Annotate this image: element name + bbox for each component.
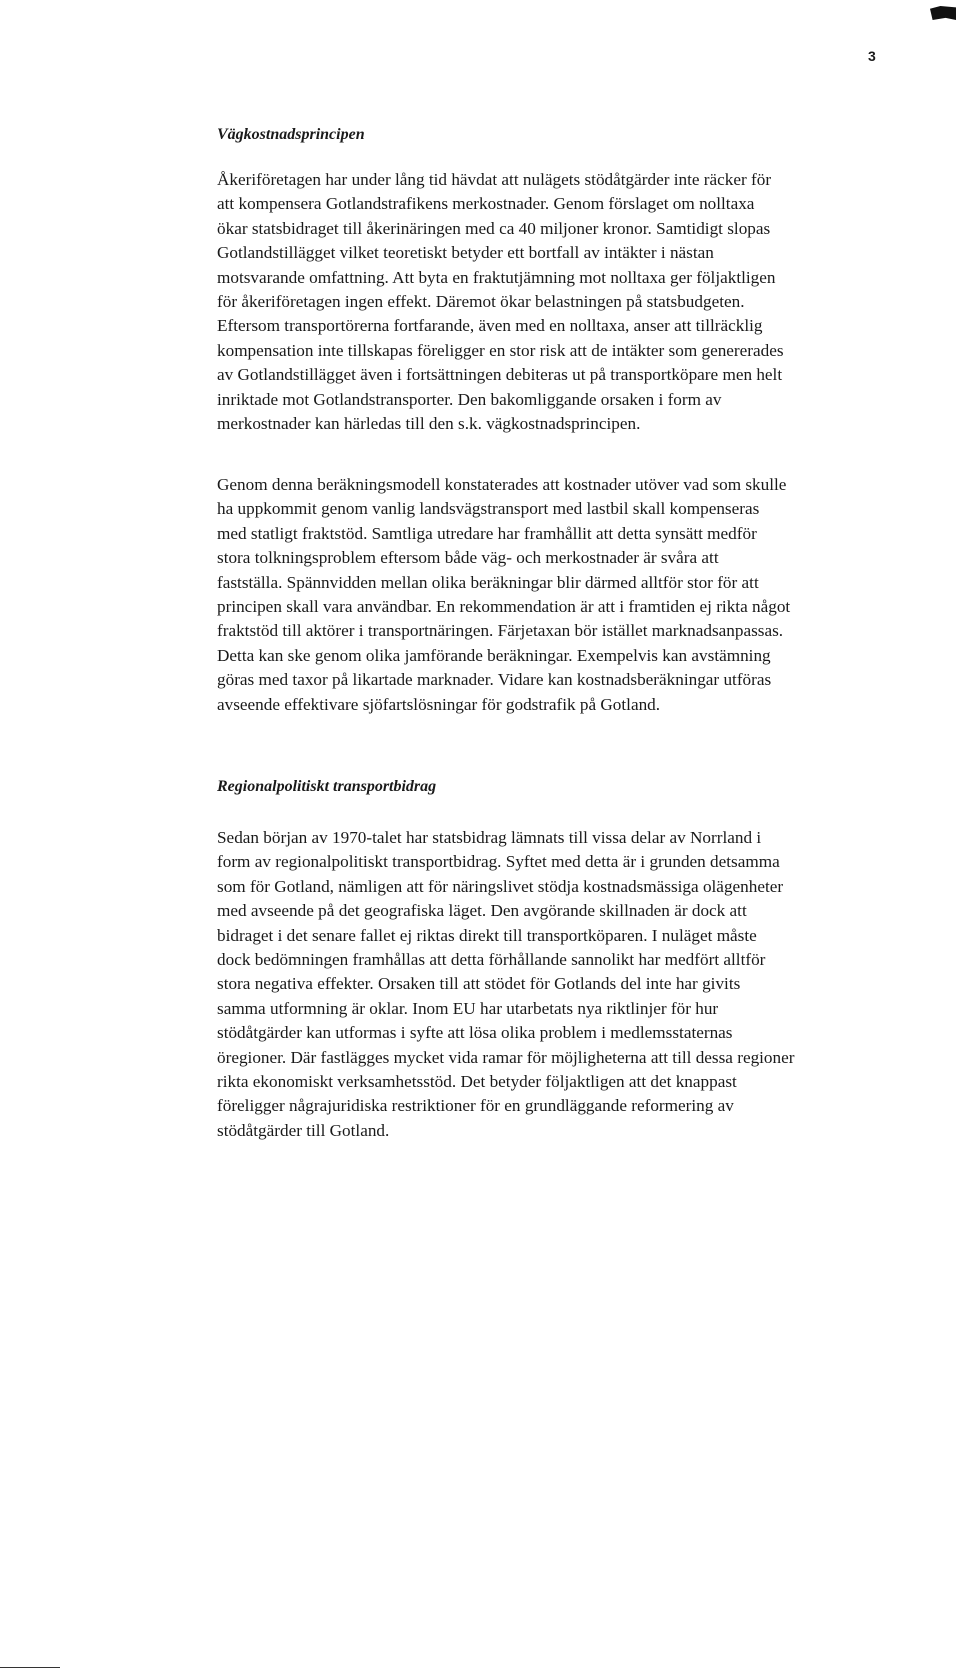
text-line: Genom denna beräkningsmodell konstaterades att kostnader utöver vad som skulle xyxy=(217,475,787,494)
text-line: fraktstöd till aktörer i transportnäringen. Färjetaxan bör istället marknadsanpassas. xyxy=(217,621,784,641)
text-line: dock bedömningen framhållas att detta förhållande sannolikt har medfört alltför xyxy=(217,950,766,970)
text-line: rikta ekonomiskt verksamhetsstöd. Det betyder följaktligen att det knappast xyxy=(217,1072,737,1092)
text-line: motsvarande omfattning. Att byta en fraktutjämning mot nolltaxa ger följaktligen xyxy=(217,267,776,287)
corner-stamp-mark xyxy=(930,6,956,20)
text-line: stora negativa effekter. Orsaken till att stödet för Gotlands del inte har givits xyxy=(217,974,741,994)
section-heading-vagkostnadsprincipen: Vägkostnadsprincipen xyxy=(217,126,365,143)
text-line: som för Gotland, nämligen att för näringslivet stödja kostnadsmässiga olägenheter xyxy=(217,876,784,896)
text-line: fastställa. Spännvidden mellan olika beräkningar blir därmed alltför stor för att xyxy=(217,572,759,592)
text-line: för åkeriföretagen ingen effekt. Däremot ökar belastningen på statsbudgeten. xyxy=(217,292,745,312)
text-line: ökar statsbidraget till åkerinäringen med ca 40 miljoner kronor. Samtidigt slopas xyxy=(217,218,771,238)
text-line: öregioner. Där fastlägges mycket vida ramar för möjligheterna att till dessa regioner xyxy=(217,1047,795,1067)
text-line: med statligt fraktstöd. Samtliga utredare har framhållit att detta synsätt medför xyxy=(217,523,757,543)
section-heading-regionalpolitiskt-transportbidrag: Regionalpolitiskt transportbidrag xyxy=(217,778,437,795)
text-line: Åkeriföretagen har under lång tid hävdat att nulägets stödåtgärder inte räcker för xyxy=(217,170,772,189)
text-line: med avseende på det geografiska läget. Den avgörande skillnaden är dock att xyxy=(217,901,747,921)
text-line: merkostnader kan härledas till den s.k. vägkostnadsprincipen. xyxy=(217,414,641,434)
text-line: bidraget i det senare fallet ej riktas direkt till transportköparen. I nuläget måste xyxy=(217,925,757,945)
text-line: att kompensera Gotlandstrafikens merkostnader. Genom förslaget om nolltaxa xyxy=(217,194,755,214)
text-line: göras med taxor på likartade marknader. Vidare kan kostnadsberäkningar utföras xyxy=(217,670,772,690)
text-line: principen skall vara användbar. En rekommendation är att i framtiden ej rikta något xyxy=(217,597,791,617)
text-line: Detta kan ske genom olika jamförande beräkningar. Exempelvis kan avstämning xyxy=(217,645,771,665)
text-line: form av regionalpolitiskt transportbidrag. Syftet med detta är i grunden detsamma xyxy=(217,852,780,872)
text-line: ha uppkommit genom vanlig landsvägstransport med lastbil skall kompenseras xyxy=(217,499,760,519)
footnote-divider xyxy=(0,1667,60,1668)
paragraph xyxy=(217,826,889,1143)
text-line: Sedan början av 1970-talet har statsbidrag lämnats till vissa delar av Norrland i xyxy=(217,828,762,847)
text-line: avseende effektivare sjöfartslösningar för godstrafik på Gotland. xyxy=(217,694,661,714)
text-line: stora tolkningsproblem eftersom både väg- och merkostnader är svåra att xyxy=(217,548,719,568)
text-line: föreligger någrajuridiska restriktioner för en grundläggande reformering av xyxy=(217,1096,734,1116)
text-line: Gotlandstillägget vilket teoretiskt betyder ett bortfall av intäkter i nästan xyxy=(217,243,714,263)
text-line: samma utformning är oklar. Inom EU har utarbetats nya riktlinjer för hur xyxy=(217,998,719,1018)
text-line: stödåtgärder kan utformas i syfte att lösa olika problem i medlemsstaternas xyxy=(217,1023,733,1043)
text-line: av Gotlandstillägget även i fortsättningen debiteras ut på transportköpare men helt xyxy=(217,365,783,385)
paragraph xyxy=(217,168,889,436)
text-line: inriktade mot Gotlandstransporter. Den bakomliggande orsaken i form av xyxy=(217,389,722,409)
text-line: kompensation inte tillskapas föreligger en stor risk att de intäkter som genererades xyxy=(217,340,784,360)
text-line: stödåtgärder till Gotland. xyxy=(217,1120,390,1140)
page-number: 3 xyxy=(868,48,876,64)
text-line: Eftersom transportörerna fortfarande, även med en nolltaxa, anser att tillräcklig xyxy=(217,316,763,336)
paragraph xyxy=(217,473,889,717)
